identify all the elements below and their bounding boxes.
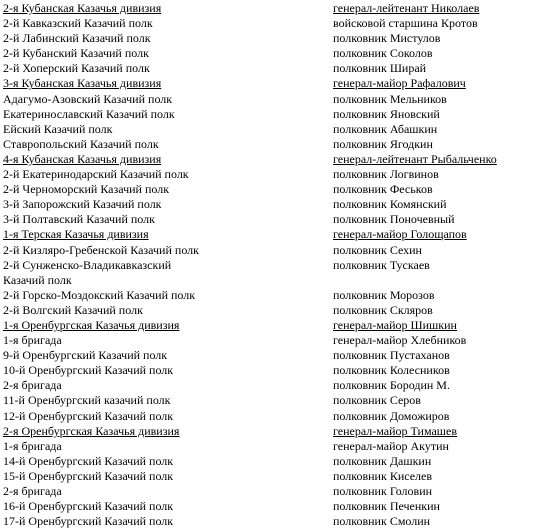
unit-name-text: 17-й Оренбургский Казачий полк bbox=[3, 514, 174, 529]
commander-name bbox=[330, 409, 552, 424]
unit-row bbox=[0, 454, 552, 469]
commander-name-text: генерал-майор Акутин bbox=[333, 438, 449, 453]
unit-row bbox=[0, 137, 552, 152]
commander-name-text: войсковой старшина Кротов bbox=[333, 16, 478, 31]
unit-name bbox=[0, 469, 330, 484]
unit-name-text: 3-й Запорожский Казачий полк bbox=[3, 197, 162, 212]
commander-name bbox=[330, 333, 552, 348]
unit-name-text: 15-й Оренбургский Казачий полк bbox=[3, 468, 174, 483]
commander-name bbox=[330, 61, 552, 76]
unit-name-text: 2-й Волгский Казачий полк bbox=[3, 302, 143, 317]
unit-name-text: Адагумо-Азовский Казачий полк bbox=[3, 91, 173, 106]
unit-name bbox=[0, 499, 330, 514]
commander-name bbox=[330, 258, 552, 273]
commander-name-text: генерал-майор Голощапов bbox=[333, 227, 467, 242]
division-row bbox=[0, 76, 552, 91]
commander-name-text: полковник Тускаев bbox=[333, 257, 430, 272]
unit-row bbox=[0, 469, 552, 484]
commander-name bbox=[330, 348, 552, 363]
commander-name bbox=[330, 378, 552, 393]
commander-name bbox=[330, 152, 552, 167]
unit-name-text: 1-я Оренбургская Казачья дивизия bbox=[3, 317, 180, 332]
commander-name-text: полковник Сехин bbox=[333, 242, 422, 257]
unit-name bbox=[0, 167, 330, 182]
unit-name bbox=[0, 137, 330, 152]
commander-name bbox=[330, 76, 552, 91]
unit-name-text: 2-й Горско-Моздокский Казачий полк bbox=[3, 287, 196, 302]
commander-name bbox=[330, 197, 552, 212]
unit-name bbox=[0, 303, 330, 318]
unit-name-text: 4-я Кубанская Казачья дивизия bbox=[3, 151, 162, 166]
unit-name bbox=[0, 348, 330, 363]
unit-name-text: 2-й Сунженско-Владикавказский Казачий полк bbox=[3, 257, 172, 287]
division-row bbox=[0, 318, 552, 333]
unit-row bbox=[0, 499, 552, 514]
unit-commander-list bbox=[0, 1, 552, 529]
unit-name bbox=[0, 1, 330, 16]
commander-name-text: полковник Соколов bbox=[333, 46, 433, 61]
commander-name bbox=[330, 393, 552, 408]
commander-name-text: полковник Скляров bbox=[333, 302, 433, 317]
commander-name bbox=[330, 167, 552, 182]
unit-name bbox=[0, 212, 330, 227]
unit-row bbox=[0, 348, 552, 363]
commander-name-text: полковник Доможиров bbox=[333, 408, 450, 423]
commander-name bbox=[330, 31, 552, 46]
unit-name bbox=[0, 393, 330, 408]
unit-name bbox=[0, 439, 330, 454]
unit-row bbox=[0, 122, 552, 137]
unit-row bbox=[0, 393, 552, 408]
division-row bbox=[0, 152, 552, 167]
unit-name bbox=[0, 16, 330, 31]
unit-name bbox=[0, 227, 330, 242]
unit-name bbox=[0, 424, 330, 439]
unit-row bbox=[0, 197, 552, 212]
unit-row bbox=[0, 484, 552, 499]
division-row bbox=[0, 424, 552, 439]
unit-name bbox=[0, 31, 330, 46]
unit-name-text: 2-й Кубанский Казачий полк bbox=[3, 46, 149, 61]
unit-name bbox=[0, 409, 330, 424]
commander-name-text: полковник Серов bbox=[333, 393, 421, 408]
unit-name bbox=[0, 318, 330, 333]
unit-name bbox=[0, 122, 330, 137]
unit-name-text: 2-й Черноморский Казачий полк bbox=[3, 182, 170, 197]
unit-row bbox=[0, 303, 552, 318]
unit-name-text: 14-й Оренбургский Казачий полк bbox=[3, 453, 174, 468]
commander-name bbox=[330, 46, 552, 61]
unit-name-text: 2-й Кизляро-Гребенской Казачий полк bbox=[3, 242, 199, 257]
unit-name bbox=[0, 92, 330, 107]
unit-name bbox=[0, 76, 330, 91]
commander-name-text: полковник Яновский bbox=[333, 106, 440, 121]
unit-row bbox=[0, 363, 552, 378]
commander-name-text: генерал-майор Шишкин bbox=[333, 317, 457, 332]
commander-name bbox=[330, 288, 552, 303]
unit-name bbox=[0, 288, 330, 303]
unit-name-text: 2-й Лабинский Казачий полк bbox=[3, 31, 151, 46]
unit-name bbox=[0, 484, 330, 499]
unit-name-text: 3-й Полтавский Казачий полк bbox=[3, 212, 155, 227]
commander-name-text: полковник Мистулов bbox=[333, 31, 441, 46]
unit-name-text: Ставропольский Казачий полк bbox=[3, 136, 159, 151]
commander-name bbox=[330, 514, 552, 529]
unit-name-text: 9-й Оренбургский Казачий полк bbox=[3, 348, 168, 363]
commander-name-text: полковник Логвинов bbox=[333, 167, 439, 182]
unit-row bbox=[0, 182, 552, 197]
unit-name bbox=[0, 182, 330, 197]
commander-name-text: генерал-майор Хлебников bbox=[333, 333, 467, 348]
unit-name bbox=[0, 46, 330, 61]
commander-name bbox=[330, 303, 552, 318]
unit-name-text: 3-я Кубанская Казачья дивизия bbox=[3, 76, 162, 91]
unit-name bbox=[0, 243, 330, 258]
commander-name bbox=[330, 499, 552, 514]
commander-name bbox=[330, 469, 552, 484]
commander-name bbox=[330, 122, 552, 137]
commander-name-text: полковник Абашкин bbox=[333, 121, 438, 136]
unit-name bbox=[0, 333, 330, 348]
unit-row bbox=[0, 258, 552, 288]
commander-name-text: полковник Дашкин bbox=[333, 453, 432, 468]
unit-name-text: 10-й Оренбургский Казачий полк bbox=[3, 363, 174, 378]
commander-name-text: полковник Бородин М. bbox=[333, 378, 450, 393]
commander-name-text: полковник Ширай bbox=[333, 61, 427, 76]
unit-row bbox=[0, 212, 552, 227]
unit-name bbox=[0, 514, 330, 529]
commander-name-text: полковник Поночевный bbox=[333, 212, 455, 227]
unit-name-text: 2-я бригада bbox=[3, 378, 62, 393]
commander-name-text: генерал-майор Тимашев bbox=[333, 423, 458, 438]
commander-name-text: генерал-лейтенант Николаев bbox=[333, 1, 480, 15]
commander-name-text: полковник Морозов bbox=[333, 287, 435, 302]
unit-row bbox=[0, 16, 552, 31]
commander-name bbox=[330, 454, 552, 469]
commander-name-text: полковник Киселев bbox=[333, 468, 433, 483]
unit-name-text: 2-й Кавказский Казачий полк bbox=[3, 16, 153, 31]
unit-row bbox=[0, 107, 552, 122]
commander-name-text: полковник Смолин bbox=[333, 514, 431, 529]
commander-name bbox=[330, 107, 552, 122]
commander-name bbox=[330, 1, 552, 16]
commander-name bbox=[330, 439, 552, 454]
unit-row bbox=[0, 514, 552, 529]
commander-name-text: полковник Пустаханов bbox=[333, 348, 450, 363]
unit-name-text: 1-я бригада bbox=[3, 438, 62, 453]
unit-name bbox=[0, 454, 330, 469]
unit-name-text: 12-й Оренбургский Казачий полк bbox=[3, 408, 174, 423]
unit-name-text: 11-й Оренбургский казачий полк bbox=[3, 393, 171, 408]
unit-name bbox=[0, 258, 330, 288]
unit-name-text: 2-я Оренбургская Казачья дивизия bbox=[3, 423, 180, 438]
unit-row bbox=[0, 167, 552, 182]
unit-row bbox=[0, 333, 552, 348]
unit-name bbox=[0, 197, 330, 212]
unit-row bbox=[0, 31, 552, 46]
commander-name bbox=[330, 182, 552, 197]
unit-row bbox=[0, 378, 552, 393]
commander-name-text: генерал-лейтенант Рыбальченко bbox=[333, 151, 497, 166]
unit-name-text: Екатеринославский Казачий полк bbox=[3, 106, 175, 121]
commander-name-text: полковник Феськов bbox=[333, 182, 433, 197]
unit-name-text: 1-я Терская Казачья дивизия bbox=[3, 227, 149, 242]
unit-name bbox=[0, 378, 330, 393]
unit-name-text: 16-й Оренбургский Казачий полк bbox=[3, 499, 174, 514]
unit-name bbox=[0, 152, 330, 167]
commander-name bbox=[330, 92, 552, 107]
unit-row bbox=[0, 46, 552, 61]
commander-name-text: полковник Мельников bbox=[333, 91, 447, 106]
commander-name-text: генерал-майор Рафалович bbox=[333, 76, 466, 91]
unit-name-text: 1-я бригада bbox=[3, 333, 62, 348]
commander-name bbox=[330, 16, 552, 31]
unit-row bbox=[0, 439, 552, 454]
commander-name bbox=[330, 243, 552, 258]
unit-row bbox=[0, 288, 552, 303]
unit-name-text: 2-я Кубанская Казачья дивизия bbox=[3, 1, 162, 15]
commander-name-text: полковник Колесников bbox=[333, 363, 450, 378]
unit-row bbox=[0, 92, 552, 107]
commander-name bbox=[330, 318, 552, 333]
unit-name-text: 2-й Хоперский Казачий полк bbox=[3, 61, 150, 76]
unit-name bbox=[0, 61, 330, 76]
commander-name bbox=[330, 484, 552, 499]
commander-name-text: полковник Головин bbox=[333, 484, 433, 498]
unit-name-text: 2-й Екатеринодарский Казачий полк bbox=[3, 167, 189, 182]
unit-name bbox=[0, 363, 330, 378]
unit-row bbox=[0, 61, 552, 76]
unit-row bbox=[0, 409, 552, 424]
commander-name-text: полковник Ягодкин bbox=[333, 136, 433, 151]
division-row bbox=[0, 227, 552, 242]
commander-name bbox=[330, 212, 552, 227]
unit-name-text: 2-я бригада bbox=[3, 484, 62, 498]
unit-row bbox=[0, 243, 552, 258]
commander-name-text: полковник Печенкин bbox=[333, 499, 440, 514]
commander-name bbox=[330, 363, 552, 378]
commander-name bbox=[330, 137, 552, 152]
commander-name bbox=[330, 227, 552, 242]
commander-name bbox=[330, 424, 552, 439]
unit-name bbox=[0, 107, 330, 122]
division-row bbox=[0, 1, 552, 16]
commander-name-text: полковник Комянский bbox=[333, 197, 447, 212]
unit-name-text: Ейский Казачий полк bbox=[3, 121, 113, 136]
